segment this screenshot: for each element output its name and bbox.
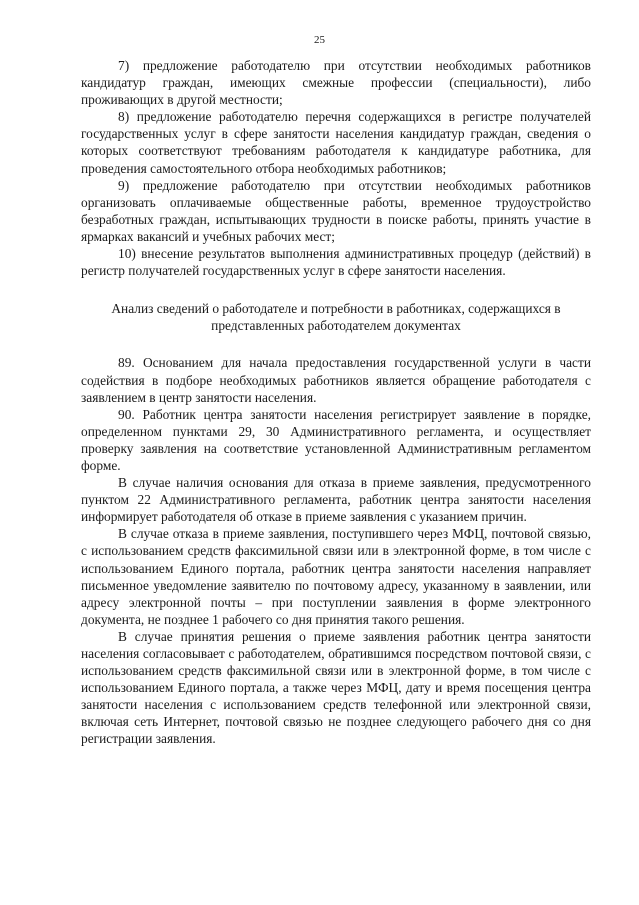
document-body xyxy=(81,57,591,748)
paragraph-89: 89. Основанием для начала предоставления государственной услуги в части содействия в подборе необходимых работников является обращение работодателя с заявлением в центр занятости населения. xyxy=(81,355,591,405)
paragraph-refusal-notice: В случае отказа в приеме заявления, поступившего через МФЦ, почтовой связью, с использованием средств факсимильной связи или в электронной форме, в том числе с использованием Единого портала, работник центра занятости населения направляет письменное уведомление заявителю по почтовому адресу, указанному в заявлении, или адресу электронной почты – при поступлении заявления в форме электронного документа, не позднее 1 рабочего со дня принятия такого решения. xyxy=(81,526,591,627)
paragraph-item-7: 7) предложение работодателю при отсутствии необходимых работников кандидатур граждан, имеющих смежные профессии (специальности), либо проживающих в другой местности; xyxy=(81,58,591,108)
paragraph-item-8: 8) предложение работодателю перечня содержащихся в регистре получателей государственных услуг в сфере занятости населения кандидатур граждан, сведения о которых соответствуют требованиям работодателя к кандидатуре работника, для проведения самостоятельного отбора необходимых работников; xyxy=(81,109,591,176)
section-heading: Анализ сведений о работодателе и потребности в работниках, содержащихся в представленных работодателем документах xyxy=(111,301,561,334)
page-number: 25 xyxy=(314,34,325,46)
paragraph-90: 90. Работник центра занятости населения регистрирует заявление в порядке, определенном пунктами 29, 30 Административного регламента, и осуществляет проверку заявления на соответствие установленной Административным регламентом форме. xyxy=(81,406,591,473)
paragraph-item-10: 10) внесение результатов выполнения административных процедур (действий) в регистр получателей государственных услуг в сфере занятости населения. xyxy=(81,246,591,279)
paragraph-acceptance: В случае принятия решения о приеме заявления работник центра занятости населения согласовывает с работодателем, обратившимся посредством почтовой связи, с использованием средств факсимильной связи или в электронной форме, в том числе с использованием Единого портала, а также через МФЦ, дату и время посещения центра занятости населения с использованием средств телефонной или электронной связи, включая сеть Интернет, почтовой связью не позднее следующего рабочего дня со дня регистрации заявления. xyxy=(81,628,591,747)
paragraph-refusal-grounds: В случае наличия основания для отказа в приеме заявления, предусмотренного пунктом 22 Административного регламента, работник центра занятости населения информирует работодателя об отказе в приеме заявления с указанием причин. xyxy=(81,475,591,525)
paragraph-item-9: 9) предложение работодателю при отсутствии необходимых работников организовать оплачиваемые общественные работы, временное трудоустройство безработных граждан, испытывающих трудности в поиске работы, принять участие в ярмарках вакансий и учебных рабочих мест; xyxy=(81,177,591,244)
